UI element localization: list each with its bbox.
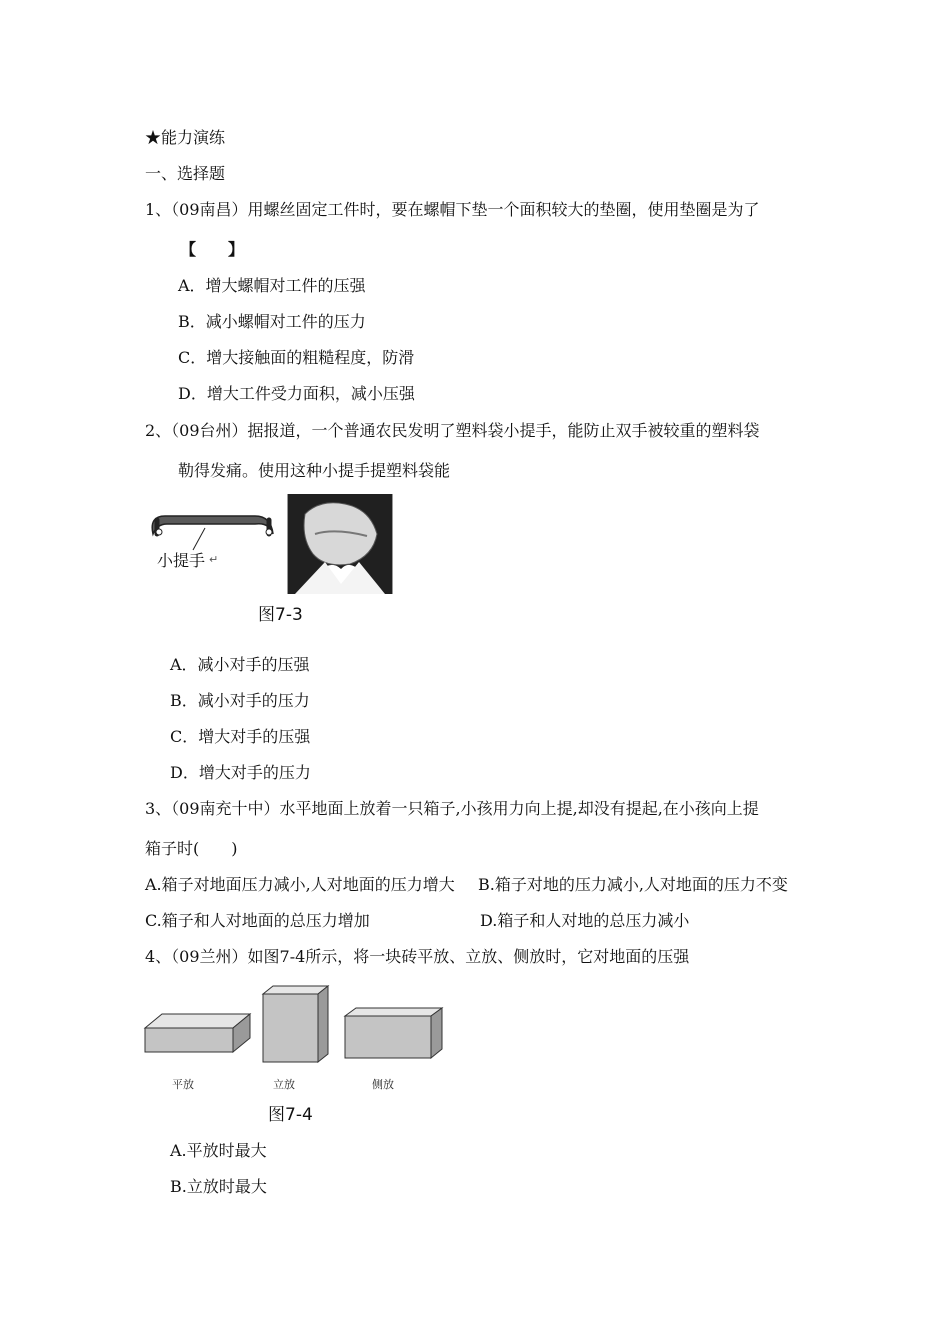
bricks-illustration [140,984,450,1074]
brick-label-side: 侧放 [372,1078,394,1091]
q1-stem: 1、（09南昌）用螺丝固定工件时，要在螺帽下垫一个面积较大的垫圈，使用垫圈是为了 [145,200,760,219]
return-mark-icon: ↵ [209,553,219,566]
bricks-figure [140,984,450,1074]
handle-label: 小提手 [157,551,206,570]
q2-stem: 2、（09台州）据报道，一个普通农民发明了塑料袋小提手，能防止双手被较重的塑料袋 [145,421,760,440]
figure-7-3-caption: 图7-3 [258,605,303,625]
q1-option-b: B．减小螺帽对工件的压力 [178,312,366,331]
q3-option-c: C.箱子和人对地面的总压力增加 [145,911,370,930]
q2-option-c: C．增大对手的压强 [170,727,311,746]
q2-stem-continued: 勒得发痛。使用这种小提手提塑料袋能 [178,461,451,480]
q3-stem: 3、（09南充十中）水平地面上放着一只箱子,小孩用力向上提,却没有提起,在小孩向上提 [145,799,759,818]
brick-label-flat: 平放 [172,1078,194,1091]
q1-option-c: C．增大接触面的粗糙程度，防滑 [178,348,415,367]
brick-label-upright: 立放 [273,1078,295,1091]
q1-option-a: A．增大螺帽对工件的压强 [178,276,366,295]
q4-stem: 4、（09兰州）如图7-4所示，将一块砖平放、立放、侧放时，它对地面的压强 [145,947,690,966]
q4-option-b: B.立放时最大 [170,1177,267,1196]
q1-option-d: D．增大工件受力面积，减小压强 [178,384,415,403]
q3-option-a: A.箱子对地面压力减小,人对地面的压力增大 [145,875,455,894]
q3-option-d: D.箱子和人对地的总压力减小 [480,911,690,930]
part-title: 一、选择题 [145,164,226,183]
section-title: ★能力演练 [145,128,226,147]
handle-illustration [145,494,395,594]
q3-option-b: B.箱子对地的压力减小,人对地面的压力不变 [478,875,788,894]
q1-bracket: 【 】 [180,240,245,259]
q2-option-a: A．减小对手的压强 [170,655,310,674]
q4-option-a: A.平放时最大 [170,1141,267,1160]
handle-figure [145,494,395,594]
figure-7-4-caption: 图7-4 [268,1105,313,1125]
q3-stem-continued: 箱子时( ) [145,839,238,858]
q2-option-b: B．减小对手的压力 [170,691,310,710]
q2-option-d: D．增大对手的压力 [170,763,311,782]
